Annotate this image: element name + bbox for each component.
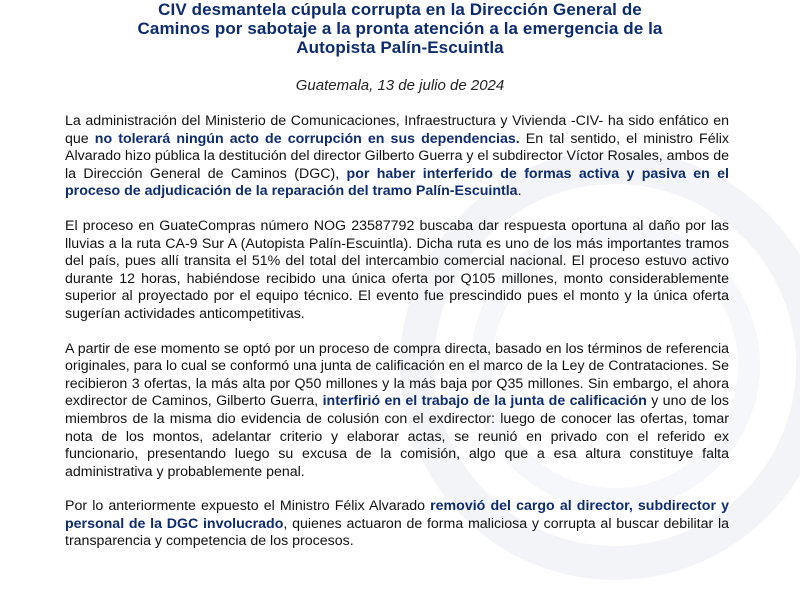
paragraph-text: A partir de ese momento se optó por un proceso de compra directa, basado en los términos de referencia originales, para lo cual se conformó una junta de calificación en el marco de la Ley de Contrataciones. Se recibieron 3 ofertas, la más alta por Q50 millones y la más baja por Q35 millones. Sin embargo, el ahora exdirector de Caminos, Gilberto Guerra, [65,340,729,410]
paragraph-text: . [517,183,522,200]
bold-highlight: por haber interferido de formas activa y pasiva en el proceso de adjudicación de la reparación del tramo Palín-Escuintla [65,165,729,200]
dateline: Guatemala, 13 de julio de 2024 [295,77,505,94]
paragraph-text: En tal sentido, el ministro Félix Alvarado hizo pública la destitución del director Gilberto Guerra y el subdirector Víctor Rosales, ambos de la Dirección General de Caminos (DGC), [65,130,729,182]
bold-highlight: no tolerará ningún acto de corrupción en sus dependencias. [94,130,520,147]
paragraph-text: Por lo anteriormente expuesto el Ministro Félix Alvarado [65,498,431,515]
title-line-2: Caminos por sabotaje a la pronta atención a la emergencia de la [137,19,663,38]
paragraph-text: , quienes actuaron de forma maliciosa y corrupta al buscar debilitar la transparencia y competencia de los procesos. [65,515,729,550]
page-title [60,0,740,57]
paragraph-text: y uno de los miembros de la misma dio evidencia de colusión con el exdirector: luego de conocer las ofertas, tomar nota de los montos, adelantar criterio y elaborar actas, se reunió en privado con el referido ex funcionario, presentando luego su excusa de la comisión, algo que a esa altura constituye falta administrativa y probablemente penal. [65,393,729,480]
paragraph-1 [65,113,729,201]
paragraph-3 [65,341,729,482]
bold-highlight: removió del cargo al director, subdirector y personal de la DGC involucrado [65,498,729,532]
paragraph-2 [65,218,729,324]
paragraph-text: El proceso en GuateCompras número NOG 23587792 buscaba dar respuesta oportuna al daño por las lluvias a la ruta CA-9 Sur A (Autopista Palín-Escuintla). Dicha ruta es uno de los más importantes tramos del país, pues allí transita el 51% del total del intercambio comercial nacional. El proceso estuvo activo durante 12 horas, habiéndose recibido una única oferta por Q105 millones, monto considerablemente superior al proyectado por el equipo técnico. El evento fue prescindido pues el monto y la única oferta sugerían actividades anticompetitivas. [65,217,729,322]
article-body [65,113,729,551]
header [60,0,740,95]
bold-highlight: interfirió en el trabajo de la junta de calificación [322,393,647,410]
paragraph-4 [65,498,729,551]
title-line-3: Autopista Palín-Escuintla [296,38,504,57]
title-line-1: CIV desmantela cúpula corrupta en la Dirección General de [158,0,642,19]
paragraph-text: La administración del Ministerio de Comunicaciones, Infraestructura y Vivienda -CIV- ha sido enfático en que [65,113,729,147]
